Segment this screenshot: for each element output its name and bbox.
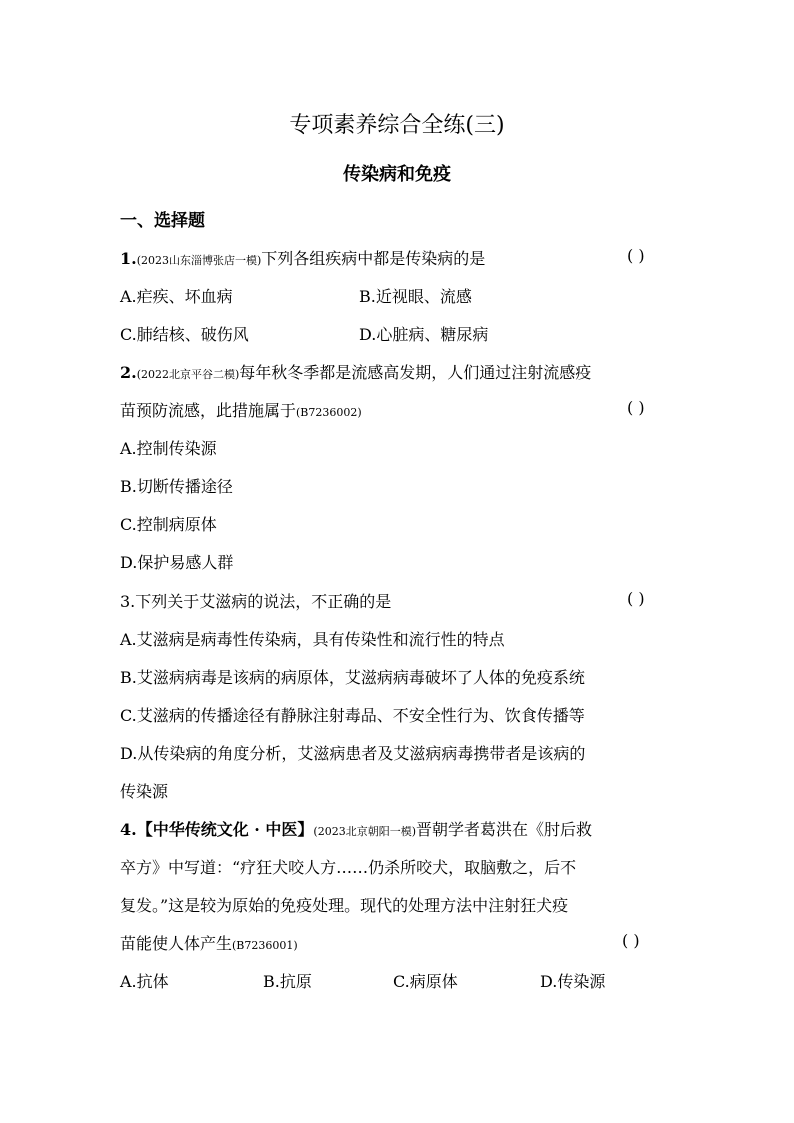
question-1-answer-blank: ( ) bbox=[627, 246, 645, 265]
question-2-option-a: A.控制传染源 bbox=[120, 439, 217, 458]
question-4-stem-line-2: 卒方》中写道：“疗狂犬咬人方……仍杀所咬犬，取脑敷之，后不 bbox=[120, 858, 577, 877]
question-4-number: 4. bbox=[120, 820, 137, 839]
page-title: 专项素养综合全练(三) bbox=[289, 113, 505, 138]
question-4-answer-blank: ( ) bbox=[622, 931, 640, 950]
question-4-option-b: B.抗原 bbox=[263, 972, 312, 991]
question-1-stem bbox=[120, 246, 485, 269]
question-1-option-a: A.疟疾、坏血病 bbox=[120, 287, 233, 306]
question-3-answer-blank: ( ) bbox=[627, 589, 645, 608]
question-2-option-d: D.保护易感人群 bbox=[120, 553, 234, 572]
question-4-option-a: A.抗体 bbox=[120, 972, 169, 991]
question-4-stem-line-3: 复发。”这是较为原始的免疫处理。现代的处理方法中注射狂犬疫 bbox=[120, 896, 569, 915]
question-4-option-c: C.病原体 bbox=[393, 972, 458, 991]
question-4-option-d: D.传染源 bbox=[540, 972, 606, 991]
question-4-tag: 【中华传统文化 · 中医】 bbox=[136, 820, 314, 839]
question-4-text-4: 苗能使人体产生 bbox=[120, 934, 233, 953]
question-3-option-d-line-2: 传染源 bbox=[120, 782, 169, 801]
question-4-text-1: 晋朝学者葛洪在《肘后救 bbox=[416, 820, 593, 839]
question-3-option-c: C.艾滋病的传播途径有静脉注射毒品、不安全性行为、饮食传播等 bbox=[120, 706, 585, 725]
question-1-option-d: D.心脏病、糖尿病 bbox=[359, 325, 489, 344]
question-2-option-c: C.控制病原体 bbox=[120, 515, 217, 534]
question-4-source: (2023北京朝阳一模) bbox=[313, 825, 416, 838]
question-2-number: 2. bbox=[120, 363, 137, 382]
question-4-stem-line-4 bbox=[120, 931, 298, 954]
question-2-stem-line-1 bbox=[120, 360, 591, 383]
question-3-option-d-line-1: D.从传染病的角度分析，艾滋病患者及艾滋病病毒携带者是该病的 bbox=[120, 744, 586, 763]
question-1-option-c: C.肺结核、破伤风 bbox=[120, 325, 249, 344]
question-2-stem-line-2 bbox=[120, 398, 362, 421]
question-2-text-2: 苗预防流感，此措施属于 bbox=[120, 401, 297, 420]
question-1-number: 1. bbox=[120, 249, 137, 268]
question-2-option-b: B.切断传播途径 bbox=[120, 477, 233, 496]
section-heading: 一、选择题 bbox=[120, 211, 205, 231]
question-3-option-a: A.艾滋病是病毒性传染病，具有传染性和流行性的特点 bbox=[120, 630, 505, 649]
question-2-source: (2022北京平谷二模) bbox=[136, 368, 240, 381]
question-3-stem: 3.下列关于艾滋病的说法，不正确的是 bbox=[120, 592, 392, 611]
question-3-option-b: B.艾滋病病毒是该病的病原体，艾滋病病毒破坏了人体的免疫系统 bbox=[120, 668, 585, 687]
question-4-code: (B7236001) bbox=[232, 939, 298, 952]
page-subtitle: 传染病和免疫 bbox=[343, 164, 451, 185]
question-1-option-b: B.近视眼、流感 bbox=[359, 287, 472, 306]
question-1-source: (2023山东淄博张店一模) bbox=[136, 254, 262, 267]
question-2-text-1: 每年秋冬季都是流感高发期，人们通过注射流感疫 bbox=[239, 363, 592, 382]
question-1-text: 下列各组疾病中都是传染病的是 bbox=[261, 249, 486, 268]
question-2-answer-blank: ( ) bbox=[627, 398, 645, 417]
question-4-stem-line-1 bbox=[120, 817, 592, 840]
question-2-code: (B7236002) bbox=[296, 406, 362, 419]
